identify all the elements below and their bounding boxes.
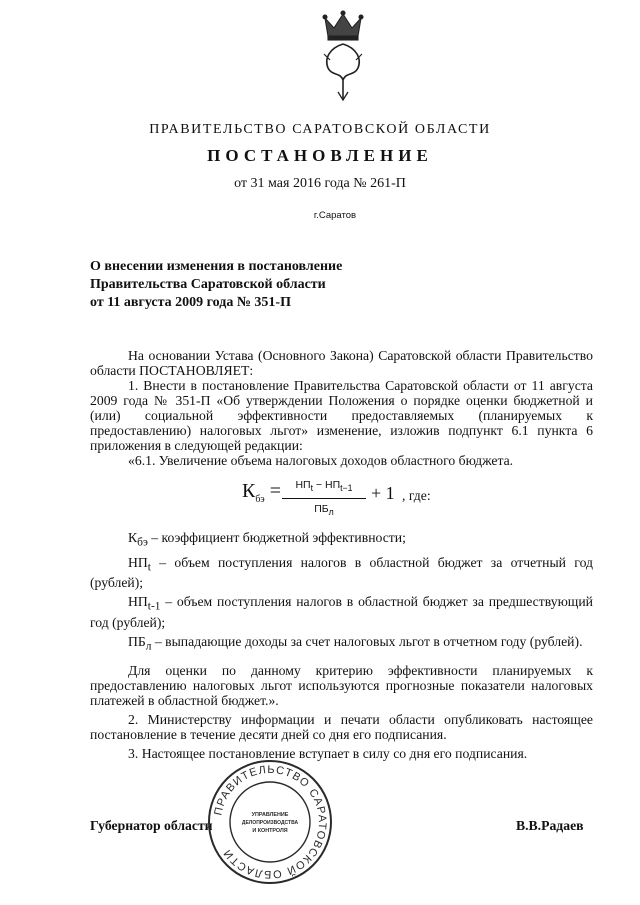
paragraph-item-2: 2. Министерству информации и печати области опубликовать настоящее постановление в течение десяти дней со дня его подписания. (90, 711, 593, 742)
document-date-number: от 31 мая 2016 года № 261-П (234, 176, 406, 191)
document-type: ПОСТАНОВЛЕНИЕ (207, 146, 433, 165)
definition-kbe: $К_{бэ}$ – коэффициент бюджетной эффективности; (128, 530, 406, 549)
coat-of-arms-emblem (318, 10, 368, 102)
definition-pbl: $ПБ_л$ – выпадающие доходы за счет налоговых льгот в отчетном году (рублей). (128, 634, 583, 653)
stamp-center-line-3: И КОНТРОЛЯ (252, 828, 288, 834)
signer-name: В.В.Радаев (516, 818, 584, 833)
paragraph-forecast: Для оценки по данному критерию эффективности планируемых к предоставлению налоговых льгот используются прогнозные показатели налоговых платежей в областной бюджет.». (90, 662, 593, 708)
government-title: ПРАВИТЕЛЬСТВО САРАТОВСКОЙ ОБЛАСТИ (149, 122, 491, 137)
formula-denominator: $ПБ_л$ (314, 503, 334, 518)
formula-lhs: $К_{бэ}$ = (242, 480, 282, 505)
subject-line-3: от 11 августа 2009 года № 351-П (90, 295, 291, 310)
definition-npt: $НП_t$ – объем поступления налогов в областной бюджет за отчетный год (рублей); (90, 554, 593, 591)
document-city: г.Саратов (313, 210, 357, 221)
paragraph-item-3: 3. Настоящее постановление вступает в силу со дня его подписания. (128, 745, 528, 761)
definition-npt-1: $НП_{t-1}$ – объем поступления налогов в областной бюджет за предшествующий год (рублей); (90, 594, 593, 631)
stamp-center-line-2: ДЕЛОПРОИЗВОДСТВА (241, 820, 299, 826)
stamp-center-line-1: УПРАВЛЕНИЕ (251, 812, 289, 818)
stamp-ring-text: ПРАВИТЕЛЬСТВО САРАТОВСКОЙ ОБЛАСТИ (212, 763, 329, 881)
document-subject (90, 258, 342, 312)
efficiency-formula (90, 478, 593, 518)
formula-where: , где: (402, 488, 431, 503)
subject-line-2: Правительства Саратовской области (90, 277, 326, 292)
document-body (90, 348, 593, 761)
subject-line-1: О внесении изменения в постановление (90, 259, 343, 274)
formula-plus-one: + 1 (371, 483, 395, 503)
paragraph-item-1: 1. Внести в постановление Правительства Саратовской области от 11 августа 2009 года № 351-П «Об утверждении Положения о порядке оценки бюджетной и (или) социальной эффективности предоставляемых (планируемых к предоставлению) налоговых льгот» изменение, изложив подпункт 6.1 пункта 6 приложения в следующей редакции: (90, 378, 593, 453)
signer-title: Губернатор области (90, 818, 213, 833)
formula-fraction (282, 478, 366, 520)
formula-numerator: $НП_t - НП_{t-1}$ (282, 478, 366, 499)
paragraph-basis: На основании Устава (Основного Закона) Саратовской области Правительство области ПОСТАНОВЛЯЕТ: (90, 348, 593, 378)
paragraph-subitem-6-1: «6.1. Увеличение объема налоговых доходов областного бюджета. (128, 453, 514, 468)
official-stamp (206, 758, 334, 886)
